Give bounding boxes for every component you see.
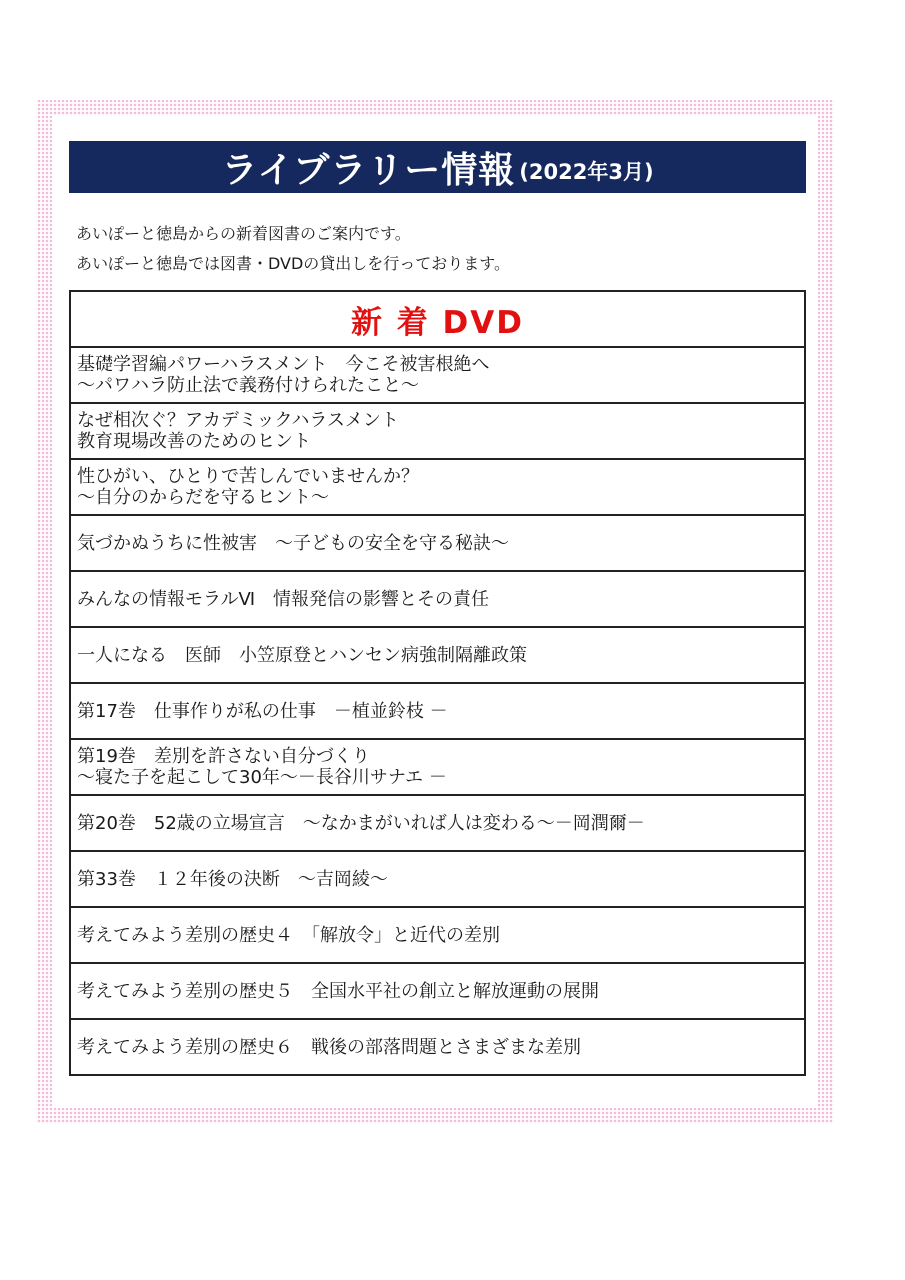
table-row xyxy=(71,852,804,908)
table-row xyxy=(71,404,804,460)
table-row xyxy=(71,460,804,516)
dvd-title-line-1: 第17巻 仕事作りが私の仕事 －植並鈴枝 － xyxy=(77,700,448,722)
table-row xyxy=(71,740,804,796)
dvd-title-line-1: みんなの情報モラルⅥ 情報発信の影響とその責任 xyxy=(77,588,490,610)
table-row xyxy=(71,1020,804,1076)
table-row xyxy=(71,516,804,572)
table-row xyxy=(71,684,804,740)
dvd-title-line-1: 考えてみよう差別の歴史５ 全国水平社の創立と解放運動の展開 xyxy=(77,980,599,1002)
table-row xyxy=(71,572,804,628)
dvd-title-line-2: ～寝た子を起こして30年～－長谷川サナエ － xyxy=(77,767,447,788)
intro-line-2: あいぽーと徳島では図書・DVDの貸出しを行っております。 xyxy=(76,254,511,273)
dvd-title-line-2: ～パワハラ防止法で義務付けられたこと～ xyxy=(77,375,419,396)
table-row xyxy=(71,348,804,404)
table-row xyxy=(71,628,804,684)
dvd-title-line-1: 第33巻 １２年後の決断 ～吉岡綾～ xyxy=(77,868,388,890)
dvd-title-line-1: 基礎学習編パワーハラスメント 今こそ被害根絶へ xyxy=(77,354,490,375)
dvd-title-line-1: 気づかぬうちに性被害 ～子どもの安全を守る秘訣～ xyxy=(77,532,509,554)
issue-date: (2022年3月) xyxy=(519,160,654,184)
new-dvd-table xyxy=(69,290,806,1076)
dvd-title-line-1: 第20巻 52歳の立場宣言 ～なかまがいれば人は変わる～－岡潤爾－ xyxy=(77,812,645,834)
dvd-title-line-1: 考えてみよう差別の歴史４ 「解放令」と近代の差別 xyxy=(77,924,500,946)
dvd-title-line-1: なぜ相次ぐ？アカデミックハラスメント xyxy=(77,410,399,431)
page-title: ライブラリー情報 xyxy=(221,149,516,191)
table-row xyxy=(71,908,804,964)
table-heading: 新 着 DVD xyxy=(71,292,804,348)
intro-line-1: あいぽーと徳島からの新着図書のご案内です。 xyxy=(76,224,411,243)
dvd-title-line-2: ～自分のからだを守るヒント～ xyxy=(77,487,329,508)
table-row xyxy=(71,796,804,852)
dvd-title-line-1: 第19巻 差別を許さない自分づくり xyxy=(77,746,370,767)
dvd-title-line-1: 考えてみよう差別の歴史６ 戦後の部落問題とさまざまな差別 xyxy=(77,1036,581,1058)
dvd-title-line-2: 教育現場改善のためのヒント xyxy=(77,431,311,452)
title-banner xyxy=(69,141,806,193)
intro-text xyxy=(76,219,510,279)
dvd-title-line-1: 一人になる 医師 小笠原登とハンセン病強制隔離政策 xyxy=(77,644,527,666)
dvd-title-line-1: 性ひがい、ひとりで苦しんでいませんか？ xyxy=(77,466,419,487)
table-row xyxy=(71,964,804,1020)
